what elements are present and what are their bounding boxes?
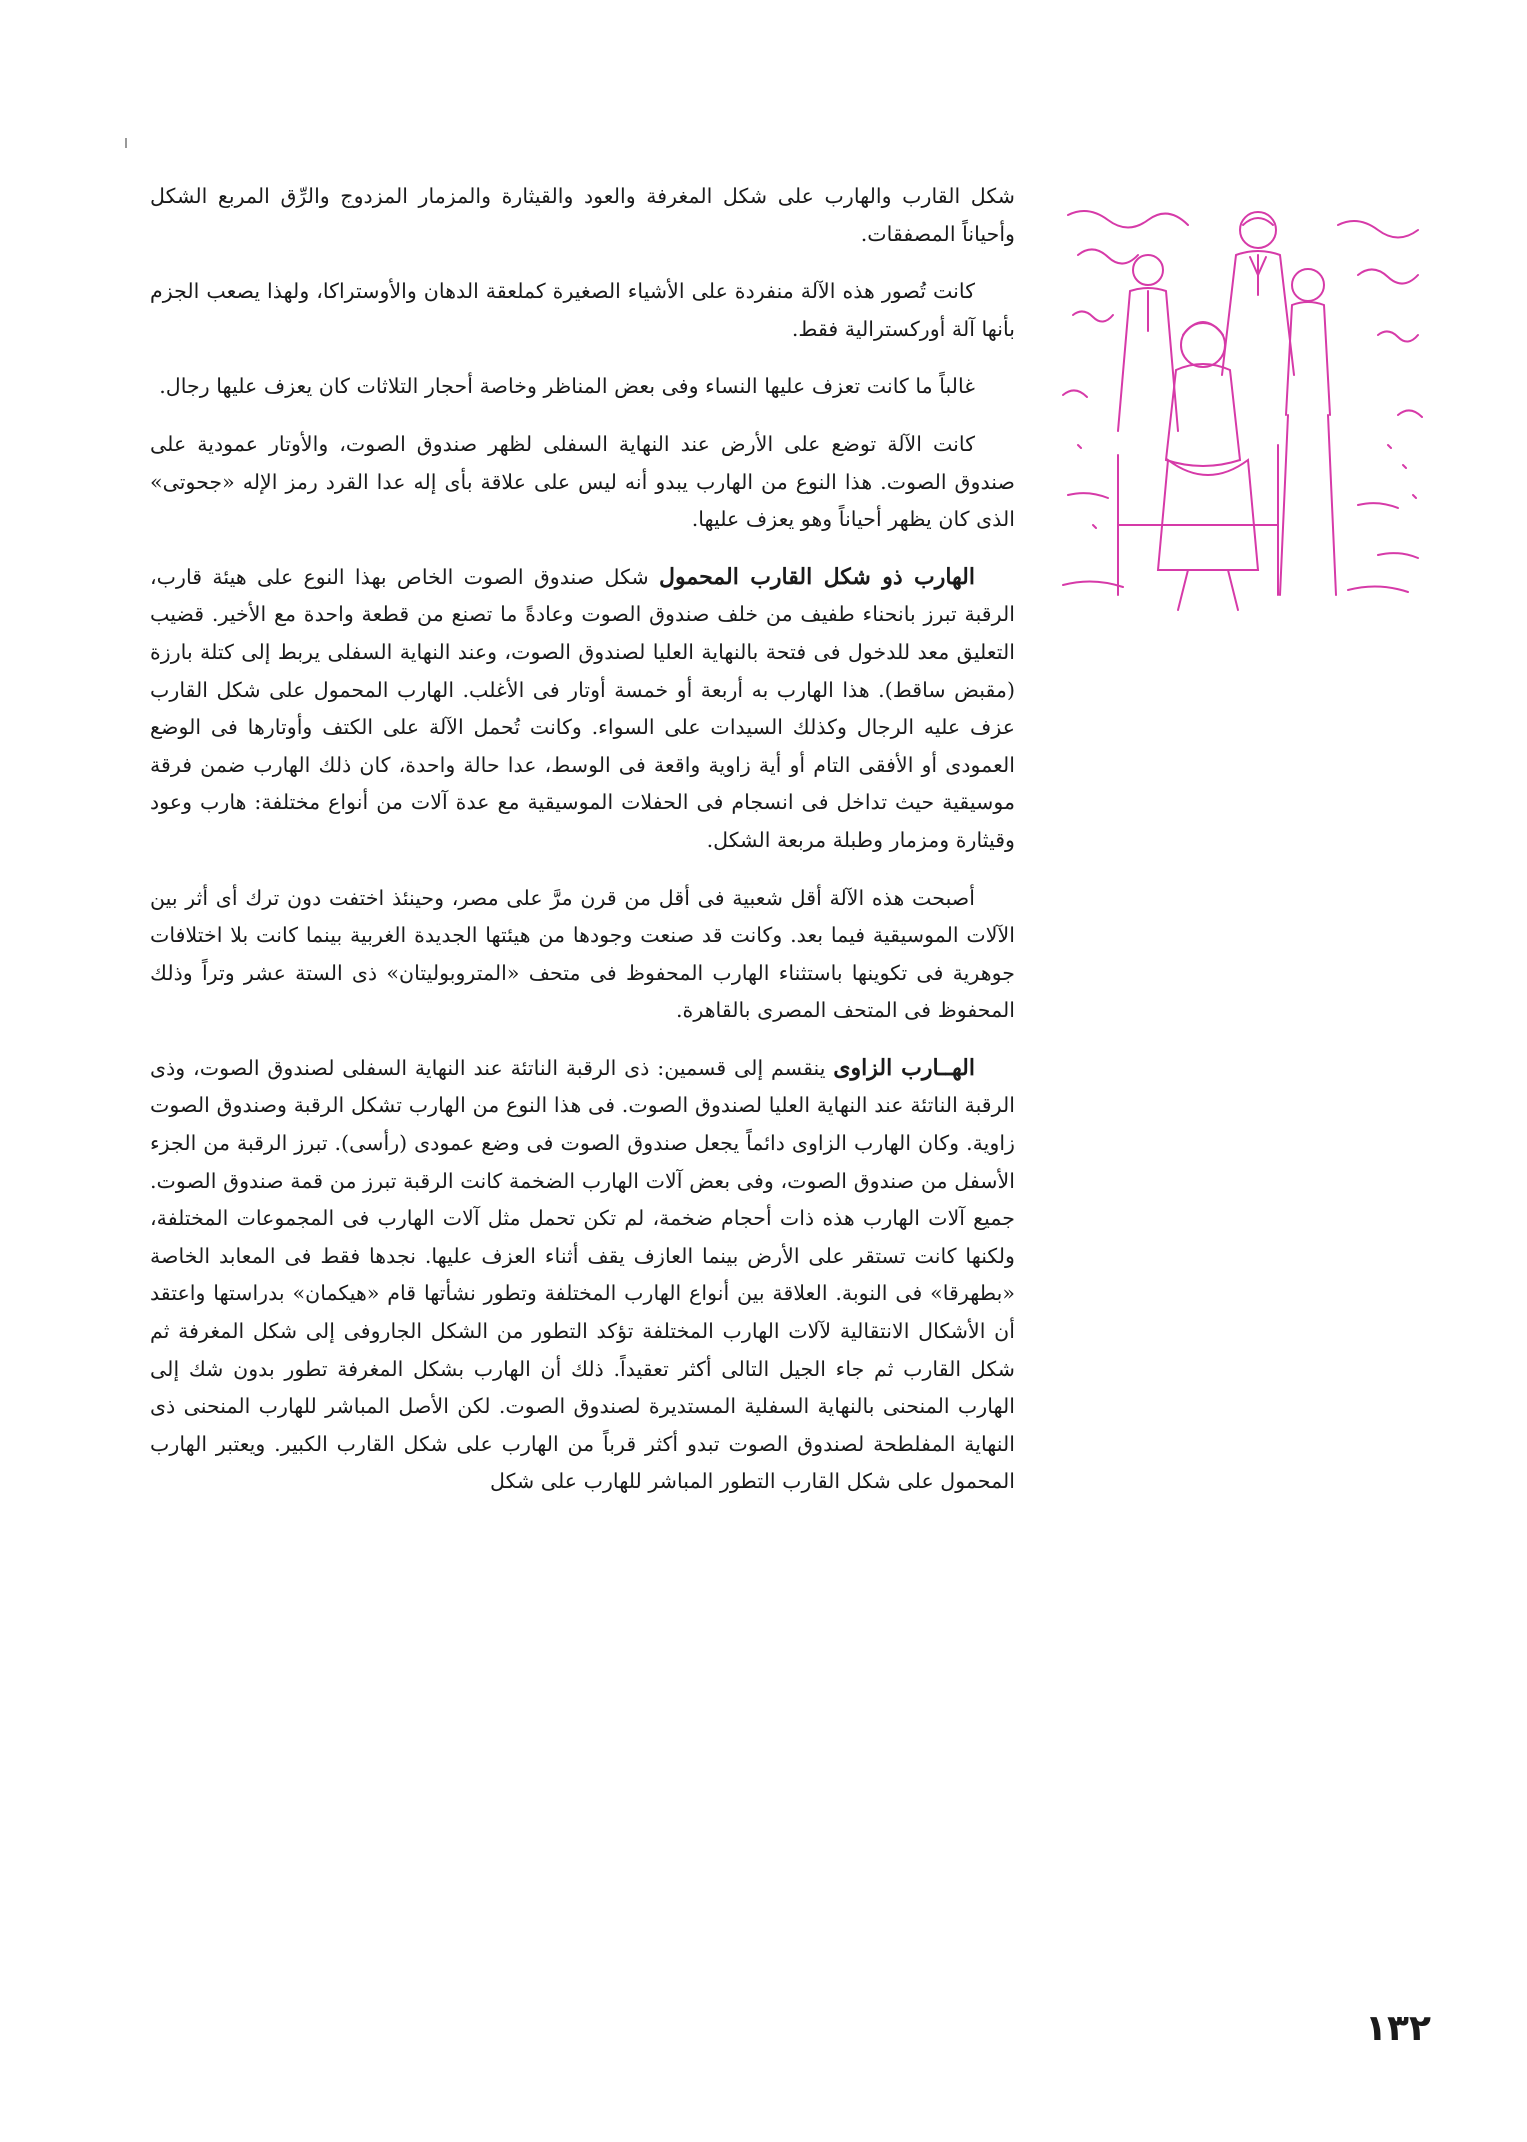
- page-number: ١٣٢: [1365, 2008, 1431, 2049]
- paragraph-6: أصبحت هذه الآلة أقل شعبية فى أقل من قرن مرَّ على مصر، وحينئذ اختفت دون ترك أى أثر بين الآلات الموسيقية فيما بعد. وكانت قد صنعت وجودها من هيئتها الجديدة الغربية بينما كانت بلا اختلافات جوهرية فى تكوينها باستثناء الهارب المحفوظ فى متحف «المتروبوليتان» ذى الستة عشر وتراً وذلك المحفوظ فى المتحف المصرى بالقاهرة.: [150, 885, 1015, 1023]
- paragraph-3: غالباً ما كانت تعزف عليها النساء وفى بعض المناظر وخاصة أحجار التلاثات كان يعزف عليها رجال.: [159, 374, 975, 399]
- paragraph-lead: الهارب ذو شكل القارب المحمول: [659, 563, 975, 590]
- paragraph-7: الهــارب الزاوى ينقسم إلى قسمين: ذى الرقبة الناتئة عند النهاية السفلى لصندوق الصوت، وذى الرقبة الناتئة عند النهاية العليا لصندوق الصوت. فى هذا النوع من الهارب تشكل الرقبة وصندوق الصوت زاوية. وكان الهارب الزاوى دائماً يجعل صندوق الصوت فى وضع عمودى (رأسى). تبرز الرقبة من الجزء الأسفل من صندوق الصوت، وفى بعض آلات الهارب الضخمة كانت الرقبة تبرز من قمة صندوق الصوت. جميع آلات الهارب هذه ذات أحجام ضخمة، لم تكن تحمل مثل آلات الهارب فى المجموعات المختلفة، ولكنها كانت تستقر على الأرض بينما العازف يقف أثناء العزف عليها. نجدها فقط فى المعابد الخاصة «بطهرقا» فى النوبة. العلاقة بين أنواع الهارب المختلفة وتطور نشأتها قام «هيكمان» بدراستها واعتقد أن الأشكال الانتقالية لآلات الهارب المختلفة تؤكد التطور من الشكل الجاروفى إلى شكل المغرفة ثم شكل القارب ثم جاء الجيل التالى أكثر تعقيداً. ذلك أن الهارب بشكل المغرفة تطور بدون شك إلى الهارب المنحنى بالنهاية السفلية المستديرة لصندوق الصوت. لكن الأصل المباشر للهارب المنحنى ذى النهاية المفلطحة لصندوق الصوت تبدو أكثر قرباً من الهارب على شكل القارب الكبير. ويعتبر الهارب المحمول على شكل القارب التطور المباشر للهارب على شكل: [150, 1054, 1015, 1494]
- paragraph-2: كانت تُصور هذه الآلة منفردة على الأشياء الصغيرة كملعقة الدهان والأوستراكا، ولهذا يصعب الجزم بأنها آلة أوركسترالية فقط.: [150, 279, 1015, 341]
- family-portrait-sketch-icon: [1058, 195, 1434, 615]
- paragraph-5: الهارب ذو شكل القارب المحمول شكل صندوق الصوت الخاص بهذا النوع على هيئة قارب، الرقبة تبرز بانحناء طفيف من خلف صندوق الصوت وعادةً ما تصنع من قطعة واحدة مع الأخير. قضيب التعليق معد للدخول فى فتحة بالنهاية العليا لصندوق الصوت، وعند النهاية السفلى يربط إلى كتلة بارزة (مقبض ساقط). هذا الهارب به أربعة أو خمسة أوتار فى الأغلب. الهارب المحمول على شكل القارب عزف عليه الرجال وكذلك السيدات على السواء. وكانت تُحمل الآلة على الكتف وأوتارها فى الوضع العمودى أو الأفقى التام أو أية زاوية واقعة فى الوسط، عدا حالة واحدة، كان ذلك الهارب ضمن فرقة موسيقية حيث تداخل فى انسجام فى الحفلات الموسيقية مع عدة آلات من أنواع مختلفة: هارب وعود وقيثارة ومزمار وطبلة مربعة الشكل.: [150, 563, 1015, 852]
- paragraph-1: شكل القارب والهارب على شكل المغرفة والعود والقيثارة والمزمار المزدوج والرِّق المربع الشكل وأحياناً المصفقات.: [150, 184, 1015, 246]
- paragraph-4: كانت الآلة توضع على الأرض عند النهاية السفلى لظهر صندوق الصوت، والأوتار عمودية على صندوق الصوت. هذا النوع من الهارب يبدو أنه ليس على علاقة بأى إله عدا القرد رمز الإله «جحوتى» الذى كان يظهر أحياناً وهو يعزف عليها.: [150, 431, 1015, 532]
- paragraph-lead: الهــارب الزاوى: [833, 1054, 975, 1081]
- edge-mark: [125, 138, 127, 148]
- body-text: [150, 178, 1015, 1521]
